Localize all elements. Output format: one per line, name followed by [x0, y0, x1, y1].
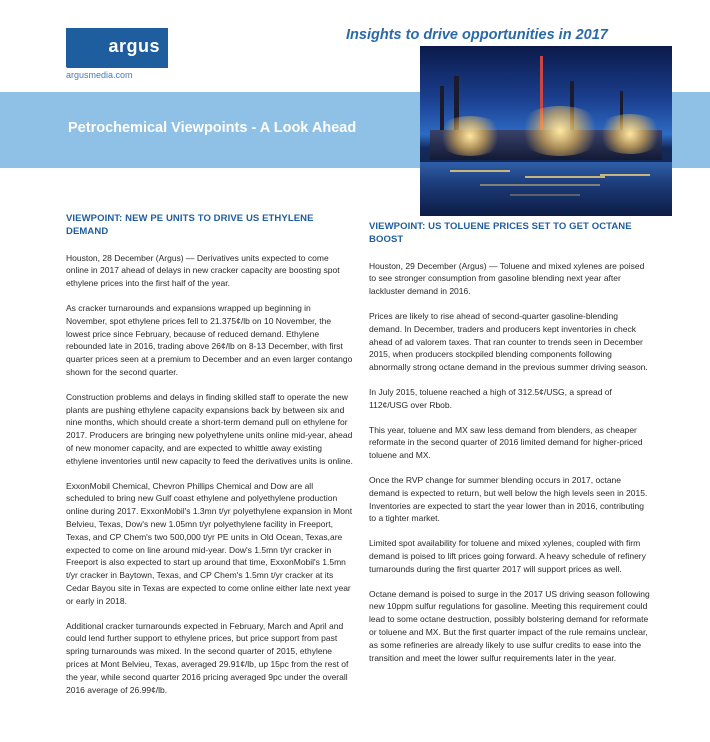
article-heading: VIEWPOINT: NEW PE UNITS TO DRIVE US ETHYLENE DEMAND: [66, 213, 314, 237]
article-paragraph: Octane demand is poised to surge in the 2017 US driving season following new 10ppm sulfur regulations for gasoline. Meeting this requirement could lead to some octane destruction, possibly bolstering demand for reformate or toluene and MX. But the first quarter impact of the rule remains unclear, as some refineries are already likely to use sulfur credits to ease into the transition and meet the lower sulfur requirements later in the year.: [369, 588, 650, 663]
article-paragraph: In July 2015, toluene reached a high of 312.5¢/USG, a spread of 112¢/USG over Rbob.: [369, 386, 612, 410]
refinery-night-photo: [420, 46, 672, 216]
article-paragraph: Prices are likely to rise ahead of second-quarter gasoline-blending demand. In December, traders and producers kept inventories in check ahead of ad valorem taxes. That ran counter to trends seen in December 2015, when producers stockpiled blending components following abnormally strong octane demand in the previous summer driving season.: [369, 310, 648, 373]
article-paragraph: Construction problems and delays in finding skilled staff to operate the new plants are pushing ethylene capacity expansions back by between six and nine months, which should create a short-term demand pull on ethylene for 2017. Producers are bringing new polyethylene units online mid-year, ahead of new monomer capacity, and are expected to whittle away existing ethylene inventories until new capacity to feed the derivatives units is online.: [66, 391, 353, 466]
article-paragraph: Limited spot availability for toluene and mixed xylenes, coupled with firm demand is poised to lift prices going forward. A heavy schedule of refinery turnarounds during the first quarter 2017 will support prices as well.: [369, 538, 646, 574]
article-paragraph: Once the RVP change for summer blending occurs in 2017, octane demand is expected to return, but well below the high levels seen in 2015. Inventories are expected to start the year lower than in 2016, contributing to a tighter market.: [369, 474, 648, 524]
website-url: argusmedia.com: [66, 70, 133, 80]
argus-logo: [66, 28, 168, 68]
article-paragraph: Houston, 28 December (Argus) — Derivatives units expected to come online in 2017 ahead of delays in new cracker capacity are boosting spot ethylene prices into the first half of the year.: [66, 252, 340, 289]
article-paragraph: Additional cracker turnarounds expected in February, March and April and could lend further support to ethylene prices, but price support from past spring turnarounds was mixed. In the second quarter of 2015, ethylene prices at Mont Belvieu, Texas, averaged 29.91¢/lb, up 15pc from the rest of the year, while second quarter 2016 pricing averaged 9pc under the overall 2016 average of 26.99¢/lb.: [66, 620, 349, 695]
article-paragraph: As cracker turnarounds and expansions wrapped up beginning in November, spot ethylene prices fell to 21.375¢/lb on 10 November, the lowest price since February, because of reduced demand. Ethylene rebounded late in 2016, trading above 26¢/lb on 8-13 December, with first quarter prices seen at a premium to December and an even larger contango shown for the second quarter.: [66, 302, 353, 377]
article-toluene: [369, 221, 651, 676]
page-title: Petrochemical Viewpoints - A Look Ahead: [68, 120, 357, 136]
article-heading: VIEWPOINT: US TOLUENE PRICES SET TO GET OCTANE BOOST: [369, 221, 632, 245]
logo-text: argus: [108, 36, 160, 56]
article-ethylene: [66, 213, 353, 708]
article-paragraph: ExxonMobil Chemical, Chevron Phillips Chemical and Dow are all scheduled to bring new Gulf coast ethylene and polyethylene production online during 2017. ExxonMobil's 1.3mn t/yr polyethylene expansion in Mont Belvieu, Texas, Dow's new 1.05mn t/yr polyethylene facility in Freeport, Texas, and CP Chem's two 500,000 t/yr PE units in Old Ocean, Texas,are expected to come on line around mid-year. Dow's 1.5mn t/yr cracker in Freeport is also expected to start up around that time, ExxonMobil's 1.5mn t/yr cracker in Baytown, Texas, and CP Chem's 1.5mn t/yr cracker at its Cedar Bayou site in Texas are expected to come online either late next year or early in 2018.: [66, 480, 353, 606]
article-paragraph: Houston, 29 December (Argus) — Toluene and mixed xylenes are poised to see stronger consumption from gasoline blending next year after lackluster demand in 2016.: [369, 260, 645, 297]
article-paragraph: This year, toluene and MX saw less demand from blenders, as cheaper reformate in the second quarter of 2016 limited demand for higher-priced toluene and MX.: [369, 424, 643, 461]
page-tagline: Insights to drive opportunities in 2017: [346, 27, 608, 43]
